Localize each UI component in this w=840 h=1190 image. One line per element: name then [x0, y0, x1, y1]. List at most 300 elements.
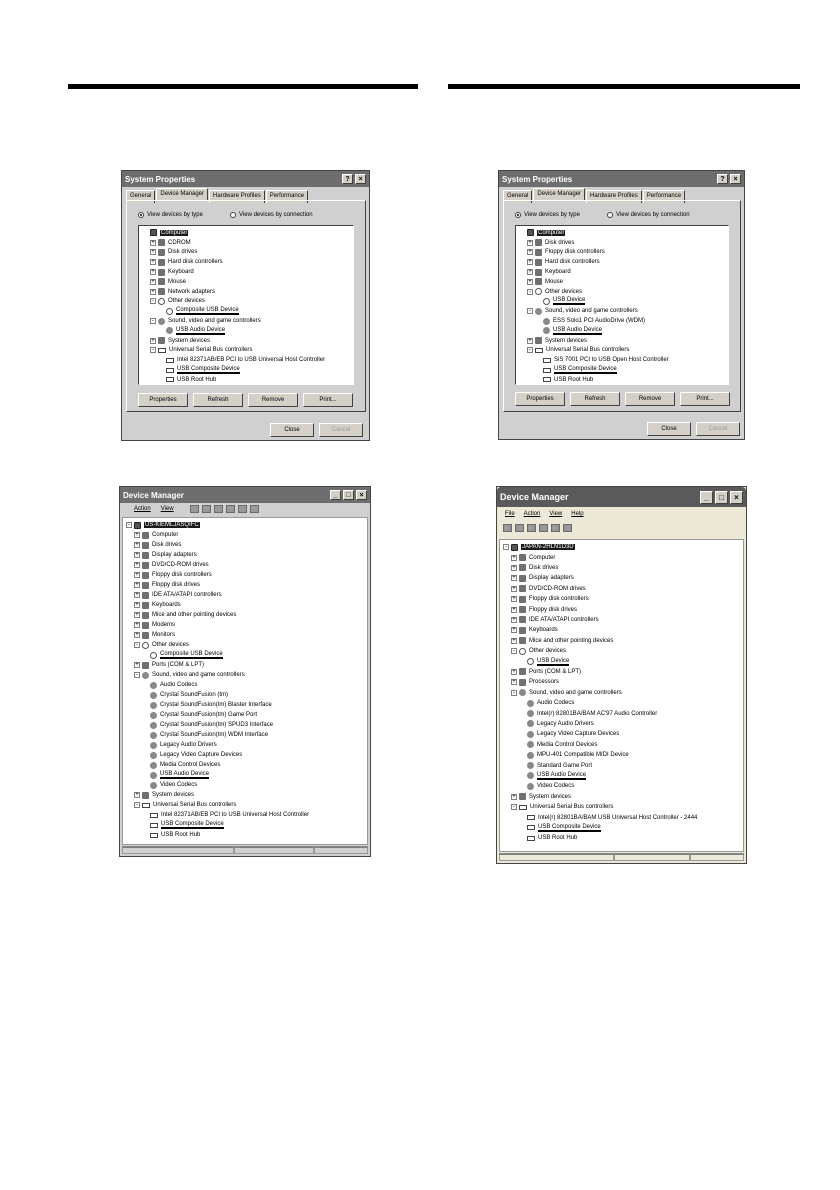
- radio-view-by-connection[interactable]: [607, 212, 690, 218]
- tree-node[interactable]: [511, 552, 555, 562]
- tree-node[interactable]: [134, 640, 189, 650]
- tree-node[interactable]: [150, 248, 197, 258]
- tree-node[interactable]: [134, 540, 181, 550]
- tree-node[interactable]: [535, 365, 617, 375]
- expand-icon[interactable]: +: [135, 562, 139, 568]
- tree-node[interactable]: [527, 277, 563, 287]
- tree-node-label: Disk drives: [529, 564, 559, 571]
- collapse-icon[interactable]: -: [505, 544, 507, 551]
- status-pane: [499, 854, 614, 861]
- tree-node[interactable]: [519, 656, 569, 666]
- menu-bar: [505, 511, 584, 517]
- expand-icon[interactable]: +: [135, 662, 139, 668]
- expand-icon[interactable]: +: [528, 239, 532, 246]
- tree-node[interactable]: [142, 720, 273, 730]
- collapse-icon[interactable]: -: [152, 318, 154, 325]
- device-icon: [519, 585, 526, 592]
- tree-node[interactable]: [527, 336, 587, 346]
- tab-general[interactable]: General: [126, 190, 155, 203]
- expand-icon[interactable]: +: [512, 564, 516, 571]
- properties-button[interactable]: Properties: [138, 393, 188, 407]
- expand-icon[interactable]: +: [512, 606, 516, 613]
- tree-node[interactable]: [134, 530, 178, 540]
- tab-device-manager[interactable]: Device Manager: [533, 188, 585, 201]
- tree-node[interactable]: [511, 667, 581, 677]
- tree-node[interactable]: [158, 365, 240, 375]
- tree-node[interactable]: [158, 326, 225, 336]
- tree-node[interactable]: [519, 812, 697, 822]
- expand-icon[interactable]: +: [135, 592, 139, 598]
- tree-node-label: Legacy Audio Drivers: [160, 742, 217, 748]
- tree-node-label: Legacy Video Capture Devices: [537, 731, 620, 738]
- device-icon: [142, 552, 149, 559]
- expand-icon[interactable]: +: [151, 269, 155, 276]
- menu-file[interactable]: File: [505, 511, 515, 517]
- tree-node[interactable]: [134, 800, 236, 810]
- tree-node[interactable]: [511, 646, 566, 656]
- menu-action[interactable]: Action: [134, 506, 151, 512]
- sound-device-icon: [150, 742, 157, 749]
- tree-node[interactable]: [511, 573, 574, 583]
- radio-label: View devices by connection: [239, 212, 313, 218]
- expand-icon[interactable]: +: [151, 249, 155, 256]
- unknown-device-icon: [150, 652, 157, 659]
- usb-icon: [535, 348, 543, 353]
- window-title: Device Manager: [500, 492, 569, 502]
- tree-node-label: IDE ATA/ATAPI controllers: [152, 592, 222, 598]
- tree-node-label: Mice and other pointing devices: [152, 612, 237, 618]
- tree-node[interactable]: [511, 677, 559, 687]
- maximize-icon[interactable]: □: [715, 491, 728, 504]
- close-button[interactable]: Close: [647, 422, 691, 436]
- tree-node[interactable]: [150, 336, 210, 346]
- tree-node-label: Other devices: [152, 642, 190, 648]
- expand-icon[interactable]: +: [151, 259, 155, 266]
- expand-icon[interactable]: +: [151, 278, 155, 285]
- device-tree: [499, 539, 744, 852]
- print-button[interactable]: Print...: [303, 393, 353, 407]
- tree-node[interactable]: [150, 316, 261, 326]
- expand-icon[interactable]: +: [135, 552, 139, 558]
- tree-node-label: ESS Solo1 PCI AudioDrive (WDM): [553, 318, 646, 325]
- tree-node[interactable]: [142, 680, 197, 690]
- back-icon[interactable]: [190, 505, 199, 513]
- sound-device-icon: [150, 752, 157, 759]
- tree-node[interactable]: [535, 297, 585, 307]
- system-properties-window-left: [121, 170, 370, 441]
- status-bar: [122, 846, 368, 856]
- usb-icon: [142, 803, 150, 808]
- tree-node-label: Intel(r) 82801BA/BAM AC'97 Audio Controller: [537, 710, 658, 717]
- collapse-icon[interactable]: -: [529, 308, 531, 315]
- tree-node[interactable]: [519, 760, 592, 770]
- expand-icon[interactable]: +: [151, 288, 155, 295]
- tree-node[interactable]: [519, 750, 629, 760]
- tree-node[interactable]: [511, 594, 589, 604]
- device-icon: [158, 269, 165, 276]
- status-pane: [614, 854, 690, 861]
- unknown-device-icon: [166, 308, 173, 315]
- close-icon[interactable]: ×: [730, 174, 741, 184]
- tree-node-label: Computer: [152, 532, 179, 538]
- device-icon: [142, 662, 149, 669]
- device-icon: [535, 278, 542, 285]
- tree-node[interactable]: [519, 823, 601, 833]
- expand-icon[interactable]: +: [528, 337, 532, 344]
- tree-node[interactable]: [142, 700, 272, 710]
- remove-button[interactable]: Remove: [625, 392, 675, 406]
- sound-device-icon: [150, 722, 157, 729]
- device-icon: [142, 622, 149, 629]
- usb-icon: [166, 377, 174, 382]
- radio-view-by-connection[interactable]: [230, 212, 313, 218]
- tree-node[interactable]: [142, 228, 188, 238]
- expand-icon[interactable]: +: [528, 259, 532, 266]
- expand-icon[interactable]: +: [151, 337, 155, 344]
- refresh-button[interactable]: Refresh: [570, 392, 620, 406]
- tree-node[interactable]: [158, 375, 216, 385]
- tree-node[interactable]: [142, 710, 257, 720]
- menu-action[interactable]: Action: [523, 511, 541, 517]
- help-button[interactable]: ?: [342, 174, 353, 184]
- tab-hardware-profiles[interactable]: Hardware Profiles: [586, 190, 642, 203]
- tree-node[interactable]: [150, 297, 205, 307]
- tree-node[interactable]: [142, 780, 197, 790]
- tree-node-label: USB Root Hub: [554, 376, 594, 383]
- tree-node[interactable]: [150, 267, 194, 277]
- properties-button[interactable]: Properties: [515, 392, 565, 406]
- cancel-button[interactable]: Cancel: [319, 423, 363, 437]
- expand-icon[interactable]: +: [512, 596, 516, 603]
- expand-icon[interactable]: +: [512, 627, 516, 634]
- minimize-icon[interactable]: _: [330, 490, 341, 500]
- radio-view-by-type[interactable]: [138, 212, 203, 218]
- tree-node[interactable]: [535, 375, 593, 385]
- tree-node-label: Crystal SoundFusion(tm) WDM Interface: [160, 732, 269, 738]
- expand-icon[interactable]: +: [135, 622, 139, 628]
- tree-node-label: Mouse: [545, 278, 564, 285]
- menu-bar: [134, 506, 174, 512]
- maximize-icon[interactable]: □: [343, 490, 354, 500]
- expand-icon[interactable]: +: [135, 542, 139, 548]
- device-icon: [142, 792, 149, 799]
- device-icon: [519, 679, 526, 686]
- device-icon: [142, 572, 149, 579]
- tree-node[interactable]: [527, 248, 605, 258]
- tree-node[interactable]: [142, 740, 217, 750]
- sound-device-icon: [150, 692, 157, 699]
- collapse-icon[interactable]: -: [152, 298, 154, 305]
- tree-node[interactable]: [519, 698, 574, 708]
- tree-node[interactable]: [511, 792, 571, 802]
- tree-node[interactable]: [150, 277, 186, 287]
- tree-node-label: USB Root Hub: [177, 376, 217, 383]
- status-bar: [499, 853, 744, 863]
- tab-device-manager[interactable]: Device Manager: [156, 188, 208, 201]
- forward-icon[interactable]: [515, 524, 524, 532]
- tree-icon[interactable]: [226, 505, 235, 513]
- tree-node[interactable]: [134, 660, 204, 670]
- tree-node-label: Disk drives: [168, 249, 198, 256]
- close-icon[interactable]: ×: [730, 491, 743, 504]
- tree-node-label: Keyboards: [529, 627, 558, 634]
- tree-node[interactable]: [150, 346, 252, 356]
- device-icon: [535, 259, 542, 266]
- expand-icon[interactable]: +: [528, 249, 532, 256]
- device-icon: [142, 632, 149, 639]
- refresh-button[interactable]: Refresh: [193, 393, 243, 407]
- tree-node[interactable]: [511, 688, 622, 698]
- tree-node[interactable]: [142, 760, 220, 770]
- sound-device-icon: [543, 318, 550, 325]
- tree-node[interactable]: [126, 520, 200, 530]
- header-rule-left: [68, 84, 418, 89]
- device-icon: [142, 542, 149, 549]
- computer-icon: [134, 522, 141, 529]
- tree-node[interactable]: [519, 740, 597, 750]
- tree-node-label: Computer: [161, 229, 188, 236]
- print-button[interactable]: Print...: [680, 392, 730, 406]
- help-button[interactable]: ?: [717, 174, 728, 184]
- tab-performance[interactable]: Performance: [643, 190, 685, 203]
- tree-node-label: Media Control Devices: [160, 762, 221, 768]
- expand-icon[interactable]: +: [135, 632, 139, 638]
- tree-node[interactable]: [519, 708, 657, 718]
- tree-node[interactable]: [142, 770, 209, 780]
- tree-node-label: Crystal SoundFusion(tm) Blaster Interface: [160, 702, 272, 708]
- radio-label: View devices by type: [524, 212, 580, 218]
- tree-node[interactable]: [519, 729, 619, 739]
- tree-node[interactable]: [158, 355, 325, 365]
- tree-node-label: Display adapters: [529, 575, 574, 582]
- expand-icon[interactable]: +: [135, 572, 139, 578]
- view-icon[interactable]: [214, 505, 223, 513]
- tab-performance[interactable]: Performance: [266, 190, 308, 203]
- expand-icon[interactable]: +: [135, 612, 139, 618]
- tree-node-label: Other devices: [545, 288, 583, 295]
- expand-icon[interactable]: +: [512, 616, 516, 623]
- tree-node-label: JAPAN-2HLN1D3D: [522, 544, 574, 551]
- tab-hardware-profiles[interactable]: Hardware Profiles: [209, 190, 265, 203]
- expand-icon[interactable]: +: [512, 793, 516, 800]
- collapse-icon[interactable]: -: [136, 672, 138, 678]
- tree-node[interactable]: [134, 560, 209, 570]
- tree-node-label: Ports (COM & LPT): [529, 668, 582, 675]
- menu-help[interactable]: Help: [571, 511, 584, 517]
- collapse-icon[interactable]: -: [513, 648, 515, 655]
- tree-node-label: USB Audio Device: [553, 326, 603, 333]
- tree-node[interactable]: [134, 570, 212, 580]
- tree-node[interactable]: [142, 690, 228, 700]
- tree-node-label: Sound, video and game controllers: [529, 689, 622, 696]
- remove-button[interactable]: Remove: [248, 393, 298, 407]
- sound-device-icon: [527, 741, 534, 748]
- device-tree: [515, 225, 729, 385]
- collapse-icon[interactable]: -: [529, 347, 531, 354]
- tree-node[interactable]: [134, 600, 181, 610]
- tree-node[interactable]: [158, 306, 239, 316]
- tree-node[interactable]: [527, 257, 600, 267]
- tree-node[interactable]: [142, 730, 268, 740]
- tree-node-label: Keyboard: [168, 269, 194, 276]
- tree-node[interactable]: [503, 542, 575, 552]
- collapse-icon[interactable]: -: [529, 288, 531, 295]
- device-icon: [142, 562, 149, 569]
- tree-node[interactable]: [535, 355, 669, 365]
- print-icon[interactable]: [539, 524, 548, 532]
- tree-node[interactable]: [511, 802, 613, 812]
- tree-node[interactable]: [511, 625, 558, 635]
- tree-node-label: DVD/CD-ROM drives: [529, 585, 586, 592]
- tree-node[interactable]: [150, 257, 223, 267]
- tree-node[interactable]: [511, 636, 613, 646]
- tree-node[interactable]: [134, 670, 245, 680]
- menu-view[interactable]: View: [160, 506, 174, 512]
- collapse-icon[interactable]: -: [513, 689, 515, 696]
- expand-icon[interactable]: +: [512, 575, 516, 582]
- tree-node-label: Disk drives: [152, 542, 182, 548]
- expand-icon[interactable]: +: [512, 637, 516, 644]
- tree-node[interactable]: [142, 810, 309, 820]
- tree-node[interactable]: [527, 306, 638, 316]
- tree-node[interactable]: [134, 590, 222, 600]
- tree-node-label: Universal Serial Bus controllers: [546, 347, 630, 354]
- tree-node[interactable]: [527, 238, 574, 248]
- tree-node-label: Standard Game Port: [537, 762, 593, 769]
- view-icon[interactable]: [527, 524, 536, 532]
- tree-node[interactable]: [511, 615, 599, 625]
- tree-node-label: Mouse: [168, 278, 187, 285]
- sound-device-icon: [527, 700, 534, 707]
- tree-node[interactable]: [511, 604, 577, 614]
- tree-node-label: Legacy Audio Drivers: [537, 720, 594, 727]
- scan-hardware-icon[interactable]: [563, 524, 572, 532]
- tree-node[interactable]: [150, 238, 191, 248]
- device-tree: [122, 517, 368, 845]
- expand-icon[interactable]: +: [528, 278, 532, 285]
- computer-icon: [527, 229, 534, 236]
- expand-icon[interactable]: +: [135, 582, 139, 588]
- title-bar: [499, 171, 744, 187]
- expand-icon[interactable]: +: [135, 532, 139, 538]
- tree-node[interactable]: [134, 630, 175, 640]
- tree-node[interactable]: [134, 550, 197, 560]
- tree-node[interactable]: [519, 719, 594, 729]
- collapse-icon[interactable]: -: [152, 347, 154, 354]
- tree-node-label: Crystal SoundFusion(tm) Game Port: [160, 712, 258, 718]
- unknown-device-icon: [527, 658, 534, 665]
- tree-node[interactable]: [527, 267, 571, 277]
- tree-node-label: System devices: [545, 337, 588, 344]
- tree-node[interactable]: [527, 346, 629, 356]
- radio-dot: [515, 212, 521, 218]
- collapse-icon[interactable]: -: [128, 522, 130, 528]
- tree-node-label: Mice and other pointing devices: [529, 637, 614, 644]
- tree-node-label: MPU-401 Compatible MIDI Device: [537, 752, 629, 759]
- tree-node[interactable]: [527, 287, 582, 297]
- tree-node[interactable]: [142, 820, 224, 830]
- close-icon[interactable]: ×: [356, 490, 367, 500]
- cancel-button[interactable]: Cancel: [696, 422, 740, 436]
- unknown-device-icon: [158, 298, 165, 305]
- sound-device-icon: [543, 327, 550, 334]
- tree-node[interactable]: [519, 833, 577, 843]
- usb-icon: [166, 358, 174, 363]
- expand-icon[interactable]: +: [151, 239, 155, 246]
- tree-node-label: Floppy disk controllers: [152, 572, 212, 578]
- back-icon[interactable]: [503, 524, 512, 532]
- expand-icon[interactable]: +: [512, 679, 516, 686]
- unknown-device-icon: [543, 298, 550, 305]
- tree-node[interactable]: [511, 584, 586, 594]
- unknown-device-icon: [142, 642, 149, 649]
- unknown-device-icon: [535, 288, 542, 295]
- sound-device-icon: [535, 308, 542, 315]
- sound-device-icon: [527, 710, 534, 717]
- device-icon: [535, 337, 542, 344]
- collapse-icon[interactable]: -: [136, 802, 138, 808]
- tree-node[interactable]: [134, 580, 200, 590]
- minimize-icon[interactable]: _: [700, 491, 713, 504]
- radio-view-by-type[interactable]: [515, 212, 580, 218]
- tree-node[interactable]: [134, 790, 194, 800]
- collapse-icon[interactable]: -: [136, 642, 138, 648]
- tree-node-label: Floppy disk drives: [152, 582, 201, 588]
- tree-node[interactable]: [535, 316, 645, 326]
- properties-icon[interactable]: [551, 524, 560, 532]
- device-icon: [519, 564, 526, 571]
- device-icon: [158, 259, 165, 266]
- tree-node[interactable]: [142, 830, 200, 840]
- sound-device-icon: [519, 689, 526, 696]
- tree-node[interactable]: [519, 781, 574, 791]
- scan-hardware-icon[interactable]: [250, 505, 259, 513]
- tree-node[interactable]: [519, 771, 586, 781]
- tree-node-label: Keyboard: [545, 269, 571, 276]
- tree-node[interactable]: [535, 326, 602, 336]
- expand-icon[interactable]: +: [512, 585, 516, 592]
- device-icon: [158, 249, 165, 256]
- tree-node[interactable]: [511, 563, 558, 573]
- tree-node[interactable]: [134, 620, 175, 630]
- tree-node-label: USB Device: [553, 297, 586, 304]
- menu-view[interactable]: View: [549, 511, 563, 517]
- tree-node[interactable]: [519, 228, 565, 238]
- close-icon[interactable]: ×: [355, 174, 366, 184]
- expand-icon[interactable]: +: [512, 554, 516, 561]
- expand-icon[interactable]: +: [135, 602, 139, 608]
- tree-node[interactable]: [150, 287, 215, 297]
- tree-node[interactable]: [142, 750, 242, 760]
- title-bar: [497, 487, 746, 507]
- usb-icon: [527, 825, 535, 830]
- tree-node-label: DVD/CD-ROM drives: [152, 562, 209, 568]
- tab-general[interactable]: General: [503, 190, 532, 203]
- collapse-icon[interactable]: -: [513, 804, 515, 811]
- expand-icon[interactable]: +: [135, 792, 139, 798]
- tree-node[interactable]: [142, 650, 223, 660]
- forward-icon[interactable]: [202, 505, 211, 513]
- sound-device-icon: [158, 318, 165, 325]
- properties-icon[interactable]: [238, 505, 247, 513]
- expand-icon[interactable]: +: [528, 269, 532, 276]
- tree-node-label: System devices: [168, 337, 211, 344]
- tree-node[interactable]: [134, 610, 236, 620]
- sound-device-icon: [166, 327, 173, 334]
- close-button[interactable]: Close: [270, 423, 314, 437]
- expand-icon[interactable]: +: [512, 668, 516, 675]
- radio-dot: [607, 212, 613, 218]
